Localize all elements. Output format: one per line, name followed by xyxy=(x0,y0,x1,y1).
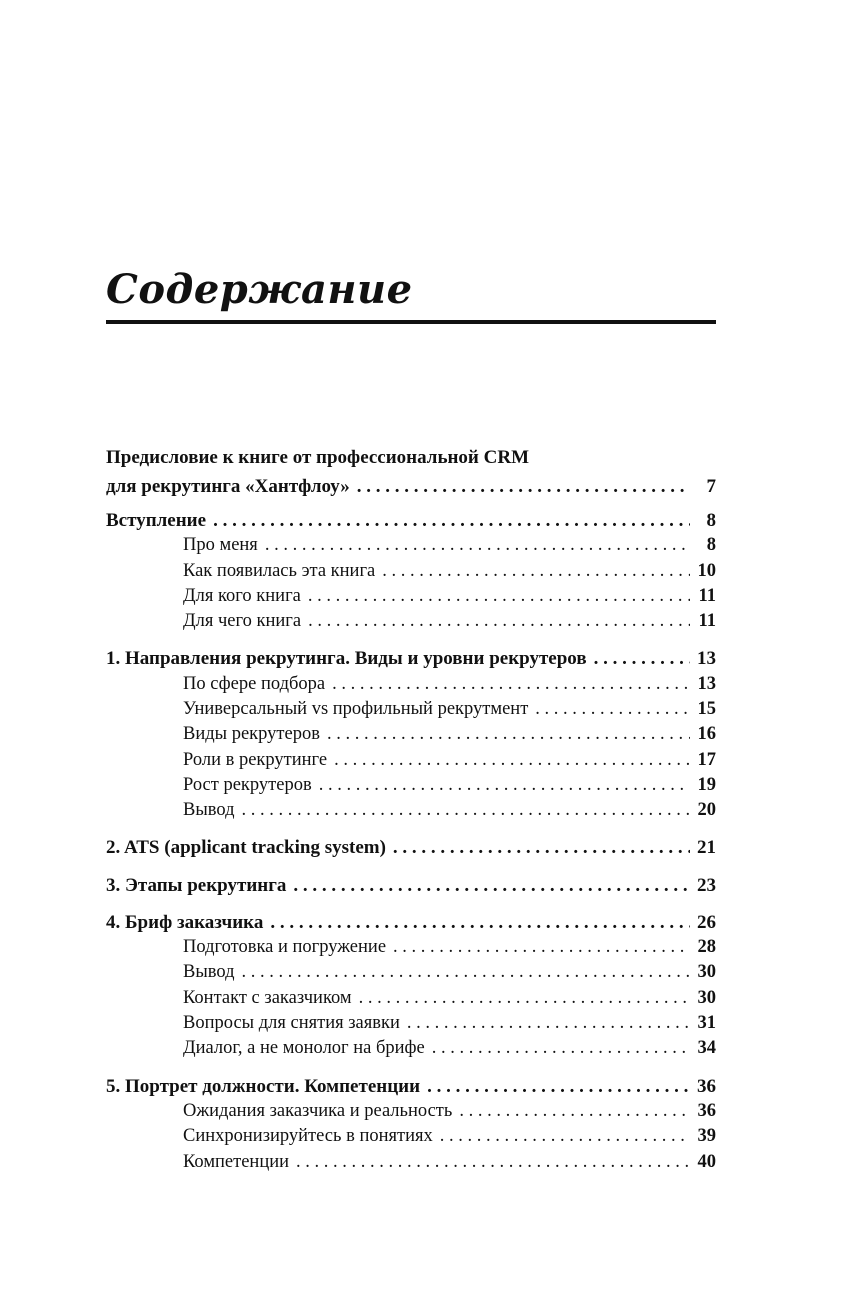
toc-section xyxy=(183,533,716,558)
toc-leader xyxy=(332,672,690,697)
toc-label: Как появилась эта книга xyxy=(183,561,376,581)
toc-chapter-4 xyxy=(106,910,716,935)
toc-label: Для чего книга xyxy=(183,611,302,631)
toc-section xyxy=(183,798,716,823)
toc-leader xyxy=(327,722,690,747)
toc-page-number: 30 xyxy=(697,962,716,982)
toc-page-number: 13 xyxy=(697,674,716,694)
toc-leader xyxy=(296,1150,690,1175)
toc-page-number: 26 xyxy=(697,912,716,933)
toc-section xyxy=(183,773,716,798)
toc-section xyxy=(183,584,716,609)
toc-page-number: 15 xyxy=(697,699,716,719)
toc-leader xyxy=(393,835,690,860)
toc-page-number: 8 xyxy=(706,535,716,555)
toc-leader xyxy=(308,584,690,609)
toc-section xyxy=(183,609,716,634)
toc-leader xyxy=(382,559,690,584)
toc-page-number: 19 xyxy=(697,775,716,795)
toc-page-number: 21 xyxy=(697,837,716,858)
toc-page-number: 28 xyxy=(697,937,716,957)
toc-preface-line1: Предисловие к книге от профессиональной CRM xyxy=(106,447,530,468)
toc-leader xyxy=(213,508,690,533)
toc-chapter-5 xyxy=(106,1074,716,1099)
toc-chapter-intro xyxy=(106,508,716,533)
toc-label: Вывод xyxy=(183,962,235,982)
toc-leader xyxy=(459,1099,690,1124)
toc-leader xyxy=(440,1124,690,1149)
toc-section xyxy=(183,1124,716,1149)
toc-page-number: 17 xyxy=(697,750,716,770)
toc-label: Вступление xyxy=(106,510,207,531)
toc-section xyxy=(183,935,716,960)
toc-label: Ожидания заказчика и реальность xyxy=(183,1101,453,1121)
toc-leader xyxy=(535,697,690,722)
toc-label: 1. Направления рекрутинга. Виды и уровни рекрутеров xyxy=(106,648,587,669)
toc-page-number: 7 xyxy=(706,476,716,497)
toc-leader xyxy=(393,935,690,960)
toc-section xyxy=(183,1099,716,1124)
toc-page-number: 39 xyxy=(697,1126,716,1146)
toc-section xyxy=(183,697,716,722)
toc-label: 4. Бриф заказчика xyxy=(106,912,264,933)
toc-page-number: 40 xyxy=(697,1152,716,1172)
toc-page-number: 8 xyxy=(706,510,716,531)
toc-section xyxy=(183,1011,716,1036)
toc-preface xyxy=(106,474,716,499)
toc-label: Для кого книга xyxy=(183,586,301,606)
toc-leader xyxy=(334,748,690,773)
toc-label: 2. ATS (applicant tracking system) xyxy=(106,837,386,858)
toc-chapter-1 xyxy=(106,646,716,671)
toc-leader xyxy=(359,986,690,1011)
toc-leader xyxy=(293,873,690,898)
toc-leader xyxy=(270,910,690,935)
toc-page-number: 11 xyxy=(698,586,716,606)
toc-page-number: 10 xyxy=(697,561,716,581)
toc-label: Диалог, а не монолог на брифе xyxy=(183,1038,425,1058)
toc-leader xyxy=(319,773,690,798)
toc-leader xyxy=(407,1011,690,1036)
toc-leader xyxy=(242,798,690,823)
toc-leader xyxy=(242,960,690,985)
title-underline xyxy=(106,320,716,324)
toc-label: По сфере подбора xyxy=(183,674,326,694)
toc-section xyxy=(183,986,716,1011)
toc-label: Про меня xyxy=(183,535,258,555)
toc-label: для рекрутинга «Хантфлоу» xyxy=(106,476,350,497)
toc-page-number: 23 xyxy=(697,875,716,896)
toc-label: Вопросы для снятия заявки xyxy=(183,1013,400,1033)
toc-leader xyxy=(427,1074,690,1099)
page-title: Содержание xyxy=(106,266,413,313)
toc-leader xyxy=(265,533,690,558)
toc-label: Рост рекрутеров xyxy=(183,775,312,795)
toc-label: Подготовка и погружение xyxy=(183,937,387,957)
toc-section xyxy=(183,1036,716,1061)
toc-page-number: 11 xyxy=(698,611,716,631)
toc-label: Синхронизируйтесь в понятиях xyxy=(183,1126,433,1146)
toc-label: 5. Портрет должности. Компетенции xyxy=(106,1076,421,1097)
toc-section xyxy=(183,748,716,773)
toc-leader xyxy=(308,609,690,634)
toc-section xyxy=(183,672,716,697)
toc-chapter-2 xyxy=(106,835,716,860)
toc-label: Виды рекрутеров xyxy=(183,724,320,744)
toc-label: Универсальный vs профильный рекрутмент xyxy=(183,699,529,719)
toc-page-number: 16 xyxy=(697,724,716,744)
toc-page-number: 31 xyxy=(697,1013,716,1033)
toc-page-number: 13 xyxy=(697,648,716,669)
toc-label: Контакт с заказчиком xyxy=(183,988,352,1008)
toc-section xyxy=(183,722,716,747)
toc-chapter-3 xyxy=(106,873,716,898)
toc-section xyxy=(183,960,716,985)
toc-leader xyxy=(594,646,690,671)
toc-label: Компетенции xyxy=(183,1152,290,1172)
toc-section xyxy=(183,559,716,584)
toc-page-number: 34 xyxy=(697,1038,716,1058)
toc-label: Роли в рекрутинге xyxy=(183,750,328,770)
toc-section xyxy=(183,1150,716,1175)
toc-label: 3. Этапы рекрутинга xyxy=(106,875,287,896)
toc-page-number: 36 xyxy=(697,1101,716,1121)
toc-page-number: 36 xyxy=(697,1076,716,1097)
toc-leader xyxy=(357,474,690,499)
toc-page-number: 20 xyxy=(697,800,716,820)
toc-page-number: 30 xyxy=(697,988,716,1008)
toc-label: Вывод xyxy=(183,800,235,820)
toc-leader xyxy=(432,1036,690,1061)
